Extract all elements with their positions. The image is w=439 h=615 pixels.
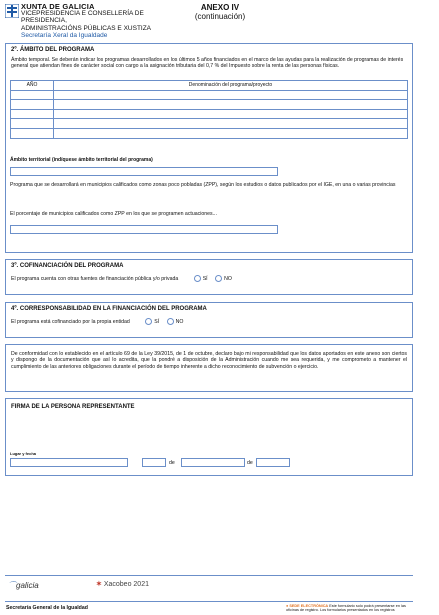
- section2-intro: Ámbito temporal. Se deberán indicar los programas desarrollados en los últimos 5 años financiados en el marco de las ayudas para la realización de programas de interés general que atiendan fines de carácter social con cargo a la asignación tributaria del 0,7 % del Impuesto sobre la renta de las personas físicas.: [11, 57, 404, 70]
- radio-yes[interactable]: [194, 275, 201, 282]
- month-field[interactable]: [181, 458, 245, 467]
- sede-electronica-icon: ●: [286, 604, 289, 608]
- annex-subtitle: (continuación): [194, 12, 246, 21]
- section-cofinanciacion: [5, 259, 413, 295]
- table-row[interactable]: [11, 100, 408, 110]
- territorial-label: Ámbito territorial (indíquese ámbito territorial del programa): [10, 157, 153, 163]
- radio-no[interactable]: [215, 275, 222, 282]
- xunta-logo-icon: [5, 4, 19, 18]
- label-no: NO: [224, 275, 232, 282]
- section-corresponsabilidad: [5, 302, 413, 338]
- corresp-no-option[interactable]: [167, 319, 184, 325]
- xacobeo-cross-icon: ✶: [96, 581, 102, 588]
- section-ambito: [5, 43, 413, 253]
- col-program-name: Denominación del programa/proyecto: [54, 81, 408, 91]
- label-yes: SÍ: [154, 318, 160, 325]
- footer-secretaria: Secretaría General de la Igualdad: [6, 605, 88, 611]
- table-row[interactable]: [11, 119, 408, 129]
- programs-table: [10, 80, 408, 139]
- de-label-2: de: [247, 460, 253, 466]
- label-no: NO: [175, 318, 184, 325]
- table-header-row: [11, 81, 408, 91]
- sede-electronica-text: Este formulario solo podrá presentarse en las oficinas de registro. Los formularios presentados en los registros: [286, 604, 406, 613]
- year-field[interactable]: [256, 458, 290, 467]
- territorial-field[interactable]: [10, 167, 278, 176]
- percent-field[interactable]: [10, 225, 278, 234]
- annex-heading: [185, 3, 255, 21]
- cofin-no-option[interactable]: [215, 276, 232, 282]
- xacobeo-logo-text: Xacobeo 2021: [103, 581, 149, 588]
- col-year: AÑO: [11, 81, 54, 91]
- table-row[interactable]: [11, 109, 408, 119]
- radio-yes[interactable]: [145, 318, 152, 325]
- declaration-text: De conformidad con lo establecido en el artículo 69 de la Ley 39/2015, de 1 de octubre, declaro bajo mi responsabilidad que los datos aportados en este anexo son ciertos y dispongo de la documentación que así lo acredita, que la pondré a disposición de la Administración cuando me sea requerida, y me comprometo a mantener el cumplimiento de las anteriores obligaciones durante el período de tiempo inherente a dicho reconocimiento de subvención o ejercicio.: [11, 351, 407, 370]
- de-label-1: de: [169, 460, 175, 466]
- footer-divider-top: [5, 575, 413, 576]
- section3-question: El programa cuenta con otras fuentes de financiación pública y/o privada: [11, 275, 179, 282]
- sede-electronica-note: [286, 604, 416, 613]
- sede-electronica-label: SEDE ELECTRÓNICA: [289, 604, 329, 608]
- signature-title: FIRMA DE LA PERSONA REPRESENTANTE: [11, 404, 135, 410]
- place-field[interactable]: [10, 458, 128, 467]
- day-field[interactable]: [142, 458, 166, 467]
- xacobeo-logo: [96, 580, 149, 588]
- section4-question: El programa está cofinanciado por la propia entidad: [11, 318, 130, 325]
- galicia-logo-text: galicia: [16, 581, 39, 590]
- section3-title: 3º. COFINANCIACIÓN DEL PROGRAMA: [11, 263, 124, 269]
- galicia-swirl-icon: ⌒: [8, 581, 16, 590]
- logo-line1: XUNTA DE GALICIA: [21, 2, 95, 11]
- place-date-label: Lugar y fecha: [10, 451, 37, 456]
- percent-label: El porcentaje de municipios calificados como ZPP en los que se programen actuaciones...: [10, 211, 217, 217]
- cofin-yes-option[interactable]: [194, 276, 208, 282]
- xunta-logo-text: [21, 3, 171, 39]
- logo-line3: ADMINISTRACIÓNS PÚBLICAS E XUSTIZA: [21, 24, 152, 32]
- logo-line4: Secretaría Xeral da Igualdade: [21, 31, 108, 39]
- footer-divider-bottom: [5, 601, 413, 602]
- corresp-yes-option[interactable]: [145, 319, 159, 325]
- section2-title: 2º. ÁMBITO DEL PROGRAMA: [11, 47, 95, 53]
- galicia-logo: [8, 580, 39, 591]
- label-yes: SÍ: [202, 275, 208, 282]
- declaration-box: [5, 344, 413, 392]
- zpp-text: Programa que se desarrollará en municipios calificados como zonas poco pobladas (ZPP), según los estudios o datos publicados por el IGE, en una o varias provincias: [10, 182, 396, 188]
- annex-title: ANEXO IV: [200, 3, 240, 12]
- table-row[interactable]: [11, 128, 408, 138]
- section4-title: 4º. CORRESPONSABILIDAD EN LA FINANCIACIÓN DEL PROGRAMA: [11, 306, 207, 312]
- radio-no[interactable]: [167, 318, 174, 325]
- table-row[interactable]: [11, 90, 408, 100]
- logo-line2: VICEPRESIDENCIA E CONSELLERÍA DE PRESIDENCIA,: [21, 10, 144, 25]
